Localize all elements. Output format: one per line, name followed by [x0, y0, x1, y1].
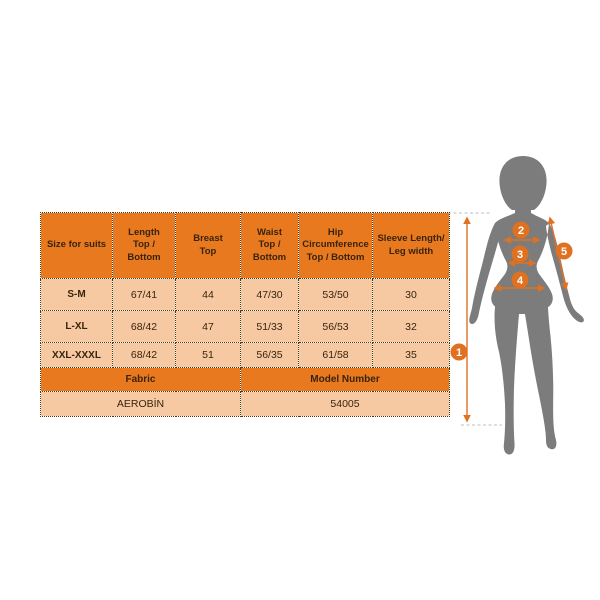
marker-badge-1	[451, 344, 468, 361]
value-cell: 56/53	[299, 311, 373, 343]
value-cell: 47/30	[241, 279, 299, 311]
value-cell: 51/33	[241, 311, 299, 343]
size-cell: S-M	[41, 279, 113, 311]
marker-number: 3	[516, 249, 524, 261]
marker-badge-4	[512, 272, 529, 289]
table-row-xxl	[41, 343, 450, 368]
footer-label-row	[41, 368, 450, 392]
table-row-lxl	[41, 311, 450, 343]
value-cell: 44	[176, 279, 241, 311]
value-cell: 30	[373, 279, 450, 311]
value-cell: 32	[373, 311, 450, 343]
size-cell: XXL-XXXL	[41, 343, 113, 368]
value-cell: 68/42	[113, 311, 176, 343]
model-number-value: 54005	[241, 392, 450, 417]
size-chart-table	[40, 212, 450, 417]
header-row	[41, 213, 450, 279]
column-header-sleeve: Sleeve Length/ Leg width	[373, 213, 450, 279]
female-silhouette	[469, 156, 584, 455]
value-cell: 67/41	[113, 279, 176, 311]
column-header-size: Size for suits	[41, 213, 113, 279]
size-cell: L-XL	[41, 311, 113, 343]
fabric-value: AEROBİN	[41, 392, 241, 417]
model-number-label: Model Number	[241, 368, 450, 392]
fabric-label: Fabric	[41, 368, 241, 392]
value-cell: 56/35	[241, 343, 299, 368]
column-header-waist: Waist Top / Bottom	[241, 213, 299, 279]
marker-number: 2	[517, 225, 525, 237]
table-row-sm	[41, 279, 450, 311]
marker-number: 4	[516, 275, 524, 287]
marker-number: 1	[455, 347, 463, 359]
value-cell: 47	[176, 311, 241, 343]
value-cell: 61/58	[299, 343, 373, 368]
value-cell: 51	[176, 343, 241, 368]
column-header-breast: Breast Top	[176, 213, 241, 279]
marker-badge-3	[512, 246, 529, 263]
footer-value-row	[41, 392, 450, 417]
column-header-length: Length Top / Bottom	[113, 213, 176, 279]
column-header-hip: Hip Circumference Top / Bottom	[299, 213, 373, 279]
marker-number: 5	[560, 246, 568, 258]
marker-badge-2	[513, 222, 530, 239]
value-cell: 53/50	[299, 279, 373, 311]
marker-badge-5	[556, 243, 573, 260]
value-cell: 68/42	[113, 343, 176, 368]
value-cell: 35	[373, 343, 450, 368]
